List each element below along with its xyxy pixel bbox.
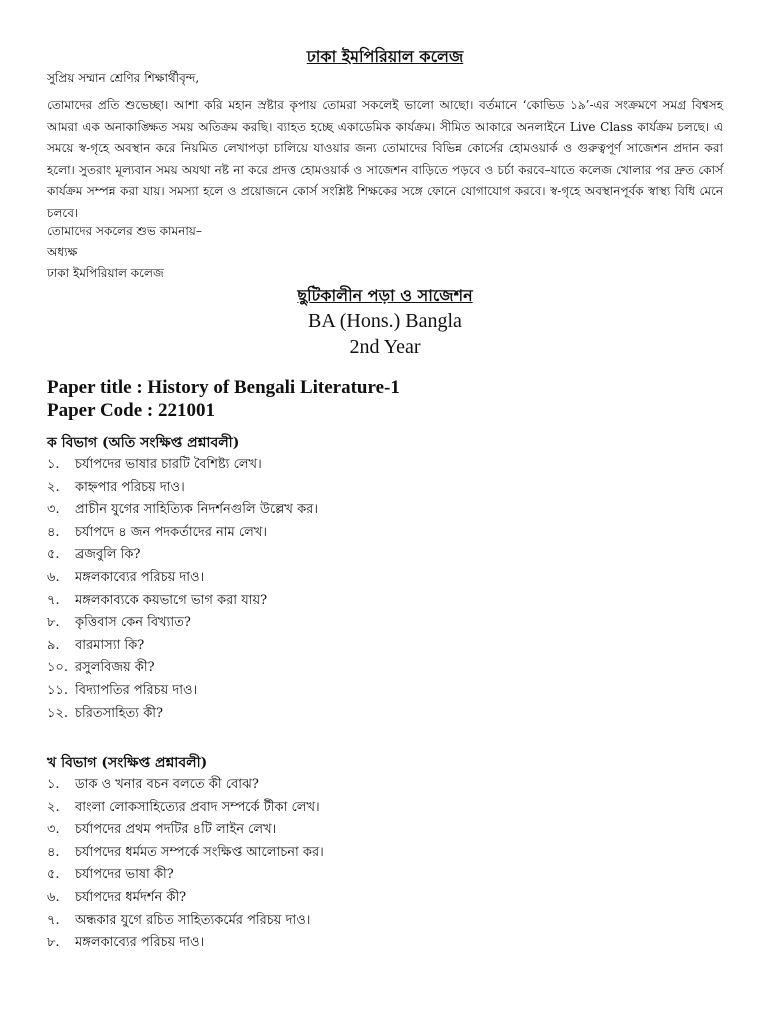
question-number: ৫. <box>47 867 60 883</box>
paper-code: Paper Code : 221001 <box>47 400 215 421</box>
question-item <box>47 635 727 658</box>
question-item <box>47 544 727 567</box>
question-item <box>47 819 727 842</box>
section-a <box>47 432 727 725</box>
letter-salutation: সুপ্রিয় সম্মান শ্রেণির শিক্ষার্থীবৃন্দ, <box>47 71 200 85</box>
question-text: চর্যাপদের ভাষার চারটি বৈশিষ্ট্য লেখ। <box>75 457 262 472</box>
question-text: চর্যাপদের ধর্মমত সম্পর্কে সংক্ষিপ্ত আলোচনা কর। <box>75 844 324 860</box>
question-item <box>47 612 727 635</box>
section-b-heading: খ বিভাগ (সংক্ষিপ্ত প্রশ্নাবলী) <box>47 755 208 771</box>
paper-info <box>47 376 400 422</box>
question-item <box>47 590 727 613</box>
question-number: ২. <box>47 479 60 495</box>
question-item <box>47 774 727 797</box>
question-item <box>47 910 727 933</box>
question-text: রসুলবিজয় কী? <box>75 660 155 676</box>
section-a-questions <box>47 454 727 725</box>
question-text: বারমাস্যা কি? <box>75 637 145 653</box>
question-number: ৫. <box>47 547 60 563</box>
question-number: ৮. <box>47 935 60 951</box>
signatory-title: অধ্যক্ষ <box>47 245 78 259</box>
question-number: ৪. <box>47 524 60 540</box>
course-name: BA (Hons.) Bangla <box>308 310 462 332</box>
question-text: ব্রজবুলি কি? <box>75 547 141 563</box>
course-year: 2nd Year <box>349 336 421 358</box>
question-number: ৮. <box>47 615 60 631</box>
suggestion-title: ছুটিকালীন পড়া ও সাজেশন <box>297 286 473 305</box>
question-text: অন্ধকার যুগে রচিত সাহিত্যকর্মের পরিচয় দাও। <box>75 912 311 928</box>
section-b-questions <box>47 774 727 955</box>
question-item <box>47 499 727 522</box>
question-item <box>47 932 727 955</box>
question-text: কৃত্তিবাস কেন বিখ্যাত? <box>75 615 191 631</box>
question-number: ১. <box>47 457 60 472</box>
question-item <box>47 864 727 887</box>
question-item <box>47 797 727 820</box>
question-text: মঙ্গলকাব্যকে কয়ভাগে ভাগ করা যায়? <box>75 592 268 608</box>
question-number: ৬. <box>47 889 60 905</box>
question-number: ১২. <box>47 705 69 721</box>
letter-wishes: তোমাদের সকলের শুভ কামনায়– <box>47 224 202 238</box>
question-number: ৭. <box>47 592 60 608</box>
question-item <box>47 522 727 545</box>
question-text: মঙ্গলকাব্যের পরিচয় দাও। <box>75 569 205 585</box>
question-item <box>47 703 727 726</box>
question-item <box>47 477 727 500</box>
question-number: ৩. <box>47 822 60 838</box>
question-item <box>47 842 727 865</box>
section-a-heading: ক বিভাগ (অতি সংক্ষিপ্ত প্রশ্নাবলী) <box>47 435 240 451</box>
question-item <box>47 887 727 910</box>
question-number: ১. <box>47 777 60 792</box>
question-number: ১১. <box>47 682 69 698</box>
question-number: ২. <box>47 799 60 815</box>
question-text: চরিতসাহিত্য কী? <box>75 705 163 721</box>
question-item <box>47 567 727 590</box>
paper-title: Paper title : History of Bengali Literature-1 <box>47 377 400 398</box>
course-block <box>0 308 770 360</box>
question-text: বিদ্যাপতির পরিচয় দাও। <box>75 682 198 698</box>
question-item <box>47 680 727 703</box>
question-text: ডাক ও খনার বচন বলতে কী বোঝ? <box>75 777 259 792</box>
question-text: বাংলা লোকসাহিত্যের প্রবাদ সম্পর্কে টীকা লেখ। <box>75 799 320 815</box>
question-number: ১০. <box>47 660 69 676</box>
question-text: চর্যাপদের ভাষা কী? <box>75 867 174 883</box>
question-text: চর্যাপদের ধর্মদর্শন কী? <box>75 889 187 905</box>
question-text: চর্যাপদের প্রথম পদটির ৪টি লাইন লেখ। <box>75 822 277 838</box>
question-number: ৯. <box>47 637 60 653</box>
college-title: ঢাকা ইমপিরিয়াল কলেজ <box>306 47 464 66</box>
question-text: মঙ্গলকাব্যের পরিচয় দাও। <box>75 935 205 951</box>
question-item <box>47 657 727 680</box>
question-text: চর্যাপদে ৪ জন পদকর্তাদের নাম লেখ। <box>75 524 268 540</box>
question-item <box>47 454 727 477</box>
question-number: ৪. <box>47 844 60 860</box>
question-number: ৩. <box>47 502 60 518</box>
question-number: ৬. <box>47 569 60 585</box>
question-text: কাহ্নপার পরিচয় দাও। <box>75 479 185 495</box>
letter-signoff <box>47 221 202 284</box>
section-b <box>47 752 727 955</box>
signatory-org: ঢাকা ইমপিরিয়াল কলেজ <box>47 266 164 280</box>
question-text: প্রাচীন যুগের সাহিত্যিক নিদর্শনগুলি উল্লেখ কর। <box>75 502 318 518</box>
letter-body: তোমাদের প্রতি শুভেচ্ছা। আশা করি মহান স্রষ্টার কৃপায় তোমরা সকলেই ভালো আছো। বর্তমানে ‘কোভিড ১৯’-এর সংক্রমণে সমগ্র বিশ্বসহ আমরা এক অনাকাঙ্ক্ষিত সময় অতিক্রম করছি। ব্যাহত হচ্ছে একাডেমিক কার্যক্রম। সীমিত আকারে অনলাইনে Live Class কার্যক্রম চলছে। এ সময়ে স্ব-গৃহে অবস্থান করে নিয়মিত লেখাপড়া চালিয়ে যাওয়ার জন্য তোমাদের বিভিন্ন কোর্সের হোমওয়ার্ক ও গুরুত্বপূর্ণ সাজেশন প্রদান করা হলো। সুতরাং মূল্যবান সময় অযথা নষ্ট না করে প্রদত্ত হোমওয়ার্ক ও সাজেশন বাড়িতে পড়বে ও চর্চা করবে–যাতে কলেজ খোলার পর দ্রুত কোর্স কার্যক্রম সম্পন্ন করা যায়। সমস্যা হলে ও প্রয়োজনে কোর্স সংশ্লিষ্ট শিক্ষকের সঙ্গে ফোনে যোগাযোগ করবে। স্ব-গৃহে অবস্থানপূর্বক স্বাস্থ্য বিধি মেনে চলবে। <box>47 98 723 220</box>
question-number: ৭. <box>47 912 60 928</box>
